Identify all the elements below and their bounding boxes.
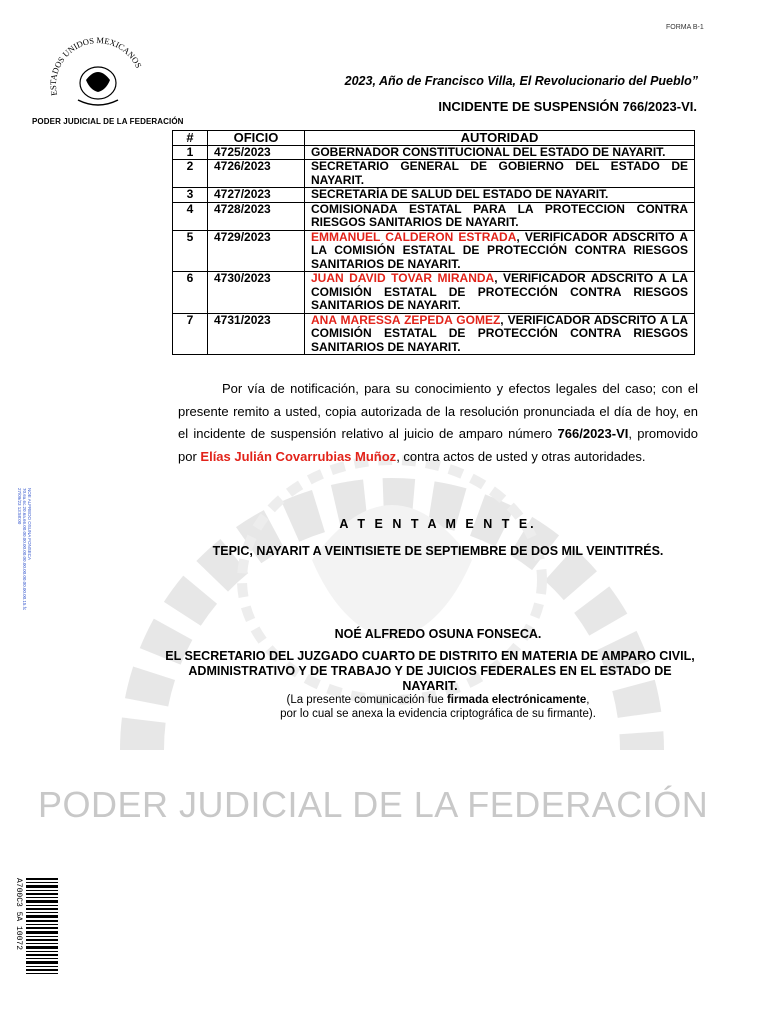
column-header-authority: AUTORIDAD (305, 131, 695, 146)
table-row (173, 272, 695, 314)
row-authority-text: , VERIFICADOR ADSCRITO A LA COMISIÓN ESTATAL DE PROTECCIÓN CONTRA RIESGOS SANITARIOS DE NAYARIT. (311, 271, 688, 312)
margin-signature-line2: 70.6a.6c.20.6a.66.00.00.00.00.00.00.00.00.00.00.00.00.15.fc (22, 488, 27, 611)
note-part-1: (La presente comunicación fue (286, 694, 447, 706)
seal-ring-text: ESTADOS UNIDOS MEXICANOS (47, 35, 144, 97)
signer-name: NOÉ ALFREDO OSUNA FONSECA. (334, 627, 542, 641)
row-oficio: 4728/2023 (208, 202, 305, 230)
signer-title: EL SECRETARIO DEL JUZGADO CUARTO DE DISTRITO EN MATERIA DE AMPARO CIVIL, ADMINISTRATIVO Y DE TRABAJO Y DE JUICIOS FEDERALES EN EL ESTADO DE NAYARIT. (165, 649, 695, 693)
row-authority-text: SECRETARIO GENERAL DE GOBIERNO DEL ESTADO DE NAYARIT. (311, 159, 688, 187)
row-authority (305, 272, 695, 314)
paragraph-part-2: , promovido por (178, 426, 698, 464)
institution-footer-watermark: PODER JUDICIAL DE LA FEDERACIÓN (38, 784, 709, 825)
row-authority (305, 188, 695, 203)
year-motto: 2023, Año de Francisco Villa, El Revolucionario del Pueblo” (344, 74, 698, 88)
note-bold: firmada electrónicamente (446, 694, 587, 706)
row-authority-text: COMISIONADA ESTATAL PARA LA PROTECCION CONTRA RIESGOS SANITARIOS DE NAYARIT. (311, 201, 688, 229)
row-number: 4 (173, 202, 208, 230)
place-and-date: TEPIC, NAYARIT A VEINTISIETE DE SEPTIEMBRE DE DOS MIL VEINTITRÉS. (212, 544, 664, 558)
national-seal-logo (38, 28, 158, 118)
table-header-row (173, 131, 695, 146)
table-row (173, 145, 695, 160)
barcode-number (14, 878, 24, 974)
row-authority-text: SECRETARÍA DE SALUD DEL ESTADO DE NAYARIT. (311, 187, 609, 201)
incident-title: INCIDENTE DE SUSPENSIÓN 766/2023-VI. (438, 99, 697, 114)
note-part-2: , (586, 694, 590, 706)
row-authority-text: , VERIFICADOR ADSCRITO A LA COMISIÓN ESTATAL DE PROTECCIÓN CONTRA RIESGOS SANITARIOS DE NAYARIT. (311, 312, 689, 354)
barcode-number-text: A700C3 5A 10072 (14, 878, 23, 951)
margin-signature-stamp (17, 488, 34, 628)
row-authority-name: JUAN DAVID TOVAR MIRANDA (311, 271, 495, 285)
row-oficio: 4726/2023 (208, 160, 305, 188)
row-oficio: 4730/2023 (208, 272, 305, 314)
row-oficio: 4725/2023 (208, 145, 305, 160)
margin-signature-line1: NOE ALFREDO OSUNA FONSECA (27, 488, 32, 561)
notification-paragraph (178, 378, 698, 468)
row-authority (305, 145, 695, 160)
margin-signature-text (17, 488, 32, 610)
row-authority (305, 202, 695, 230)
column-header-oficio: OFICIO (208, 131, 305, 146)
promoter-name: Elías Julián Covarrubias Muñoz (200, 448, 397, 464)
electronic-signature-note (178, 694, 698, 721)
paragraph-part-3: , contra actos de usted y otras autoridades. (396, 448, 646, 464)
row-authority-name: EMMANUEL CALDERON ESTRADA (311, 229, 517, 244)
case-number: 766/2023-VI (557, 426, 629, 441)
column-header-number: # (173, 131, 208, 146)
barcode (26, 878, 58, 974)
table-row (173, 230, 695, 272)
institution-name: PODER JUDICIAL DE LA FEDERACIÓN (32, 117, 184, 126)
table-row (173, 202, 695, 230)
row-oficio: 4727/2023 (208, 188, 305, 203)
table-row (173, 313, 695, 355)
row-number: 2 (173, 160, 208, 188)
form-code: FORMA B-1 (666, 24, 704, 31)
row-oficio: 4731/2023 (208, 313, 305, 355)
row-number: 1 (173, 145, 208, 160)
row-number: 6 (173, 272, 208, 314)
row-number: 7 (173, 313, 208, 355)
row-authority (305, 230, 695, 272)
row-oficio: 4729/2023 (208, 230, 305, 272)
margin-signature-line3: 27/09/23 13:58:00 (17, 488, 22, 525)
row-authority (305, 160, 695, 188)
table-row (173, 160, 695, 188)
row-authority (305, 313, 695, 355)
row-authority-text: GOBERNADOR CONSTITUCIONAL DEL ESTADO DE NAYARIT. (311, 144, 666, 159)
row-number: 3 (173, 188, 208, 203)
table-row (173, 188, 695, 203)
row-authority-name: ANA MARESSA ZEPEDA GOMEZ (311, 312, 501, 327)
authorities-table (172, 130, 695, 355)
salutation: A T E N T A M E N T E. (339, 517, 537, 531)
note-part-3: por lo cual se anexa la evidencia criptográfica de su firmante). (280, 707, 596, 720)
paragraph-part-1: Por vía de notificación, para su conocimiento y efectos legales del caso; con el presente remito a usted, copia autorizada de la resolución pronunciada el día de hoy, en el incidente de suspensión relativo al juicio de amparo número (178, 381, 698, 441)
row-authority-text: , VERIFICADOR ADSCRITO A LA COMISIÓN ESTATAL DE PROTECCIÓN CONTRA RIESGOS SANITARIOS DE NAYARIT. (311, 229, 688, 271)
row-number: 5 (173, 230, 208, 272)
